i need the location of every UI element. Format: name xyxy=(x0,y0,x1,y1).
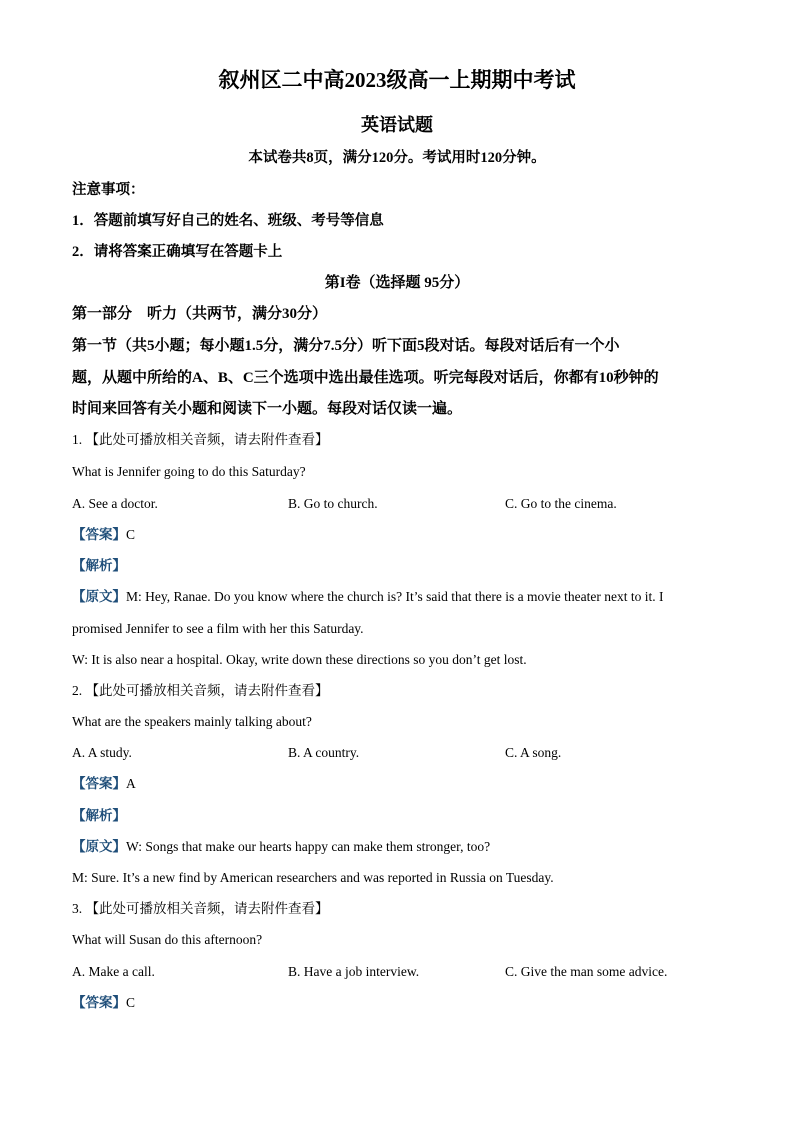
original-label: 【原文】 xyxy=(72,589,126,604)
analysis-line xyxy=(72,807,126,825)
notice-heading: 注意事项： xyxy=(72,182,145,198)
analysis-label: 【解析】 xyxy=(72,558,126,573)
audio-prompt[interactable]: 1. 【此处可播放相关音频，请去附件查看】 xyxy=(72,432,329,447)
option-b: B. Go to church. xyxy=(288,496,378,511)
instructions-line: 时间来回答有关小题和阅读下一小题。每段对话仅读一遍。 xyxy=(72,401,463,417)
audio-prompt[interactable]: 2. 【此处可播放相关音频，请去附件查看】 xyxy=(72,683,329,698)
option-c: C. Give the man some advice. xyxy=(505,964,668,979)
exam-title: 叙州区二中高2023级高一上期期中考试 xyxy=(218,68,576,92)
transcript-line xyxy=(72,838,490,856)
question-text: What is Jennifer going to do this Saturday? xyxy=(72,464,306,479)
question-text: What will Susan do this afternoon? xyxy=(72,932,263,947)
analysis-line xyxy=(72,557,126,575)
analysis-label: 【解析】 xyxy=(72,808,126,823)
option-b: B. A country. xyxy=(288,745,360,760)
answer-label: 【答案】 xyxy=(72,527,126,542)
answer-line xyxy=(72,775,136,793)
volume-heading: 第I卷（选择题 95分） xyxy=(324,275,470,291)
notice-item: 2．请将答案正确填写在答题卡上 xyxy=(72,244,283,260)
notice-item: 1．答题前填写好自己的姓名、班级、考号等信息 xyxy=(72,213,384,229)
option-a: A. See a doctor. xyxy=(72,496,158,511)
exam-subject: 英语试题 xyxy=(361,115,433,135)
option-b: B. Have a job interview. xyxy=(288,964,420,979)
answer-label: 【答案】 xyxy=(72,995,126,1010)
transcript-line: W: It is also near a hospital. Okay, write down these directions so you don’t get lost. xyxy=(72,652,527,667)
instructions-line: 第一节（共5小题；每小题1.5分，满分7.5分）听下面5段对话。每段对话后有一个小 xyxy=(72,338,620,354)
part-heading: 第一部分 听力（共两节，满分30分） xyxy=(72,306,328,322)
transcript-text: M: Hey, Ranae. Do you know where the church is? It’s said that there is a movie theater next to it. I xyxy=(126,589,664,604)
answer-value: C xyxy=(126,527,136,542)
answer-line xyxy=(72,526,135,544)
instructions-line: 题，从题中所给的A、B、C三个选项中选出最佳选项。听完每段对话后，你都有10秒钟的 xyxy=(72,370,659,386)
answer-value: A xyxy=(126,776,136,791)
exam-info: 本试卷共8页，满分120分。考试用时120分钟。 xyxy=(248,150,546,166)
option-a: A. Make a call. xyxy=(72,964,155,979)
original-label: 【原文】 xyxy=(72,839,126,854)
option-c: C. A song. xyxy=(505,745,562,760)
answer-label: 【答案】 xyxy=(72,776,126,791)
answer-value: C xyxy=(126,995,136,1010)
transcript-line: M: Sure. It’s a new find by American researchers and was reported in Russia on Tuesday. xyxy=(72,870,554,885)
question-text: What are the speakers mainly talking about? xyxy=(72,714,312,729)
option-c: C. Go to the cinema. xyxy=(505,496,617,511)
transcript-line xyxy=(72,588,663,606)
option-a: A. A study. xyxy=(72,745,132,760)
audio-prompt[interactable]: 3. 【此处可播放相关音频，请去附件查看】 xyxy=(72,901,329,916)
transcript-text: W: Songs that make our hearts happy can make them stronger, too? xyxy=(126,839,491,854)
transcript-line: promised Jennifer to see a film with her this Saturday. xyxy=(72,621,364,636)
answer-line xyxy=(72,994,135,1012)
